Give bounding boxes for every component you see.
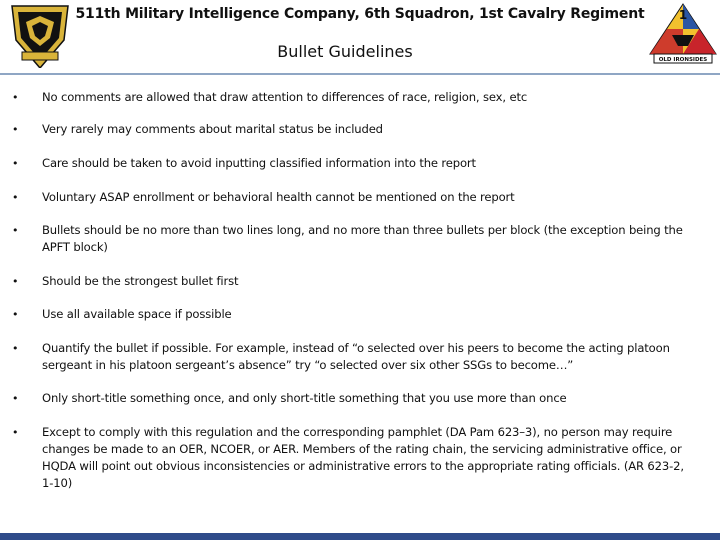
header-divider xyxy=(0,73,720,75)
bullet-marker: • xyxy=(12,392,19,405)
footer-bar xyxy=(0,533,720,540)
bullet-text: Voluntary ASAP enrollment or behavioral health cannot be mentioned on the report xyxy=(42,190,515,204)
bullet-text: Quantify the bullet if possible. For example, instead of “o selected over his peers to become the acting platoon sergeant in his platoon sergeant’s absence” try “o selected over six other SSGs to become…” xyxy=(42,341,670,372)
bullet-marker: • xyxy=(12,191,19,204)
bullet-marker: • xyxy=(12,426,19,439)
bullet-marker: • xyxy=(12,275,19,288)
bullet-text: Use all available space if possible xyxy=(42,307,232,321)
bullet-marker: • xyxy=(12,308,19,321)
bullet-marker: • xyxy=(12,224,19,237)
bullet-marker: • xyxy=(12,157,19,170)
page-subtitle: Bullet Guidelines xyxy=(277,42,413,61)
bullet-marker: • xyxy=(12,91,19,104)
bullet-marker: • xyxy=(12,342,19,355)
bullet-text: Bullets should be no more than two lines long, and no more than three bullets per block (the exception being the APFT block) xyxy=(42,223,683,254)
bullet-text: Very rarely may comments about marital status be included xyxy=(42,122,383,136)
bullet-text: No comments are allowed that draw attention to differences of race, religion, sex, etc xyxy=(42,90,528,104)
page-title: 511th Military Intelligence Company, 6th Squadron, 1st Cavalry Regiment xyxy=(75,6,645,22)
bullet-text: Except to comply with this regulation and the corresponding pamphlet (DA Pam 623–3), no person may require changes be made to an OER, NCOER, or AER. Members of the rating chain, the servicing administrative office, or HQDA will point out obvious inconsistencies or administrative errors to the appropriate rating officials. (AR 623-2, 1-10) xyxy=(42,425,684,490)
bullet-marker: • xyxy=(12,123,19,136)
bullet-text: Only short-title something once, and only short-title something that you use more than once xyxy=(42,391,567,405)
patch-number: 1 xyxy=(678,8,688,22)
patch-scroll: OLD IRONSIDES xyxy=(658,57,708,63)
bullet-text: Should be the strongest bullet first xyxy=(42,274,239,288)
bullet-text: Care should be taken to avoid inputting classified information into the report xyxy=(42,156,476,170)
